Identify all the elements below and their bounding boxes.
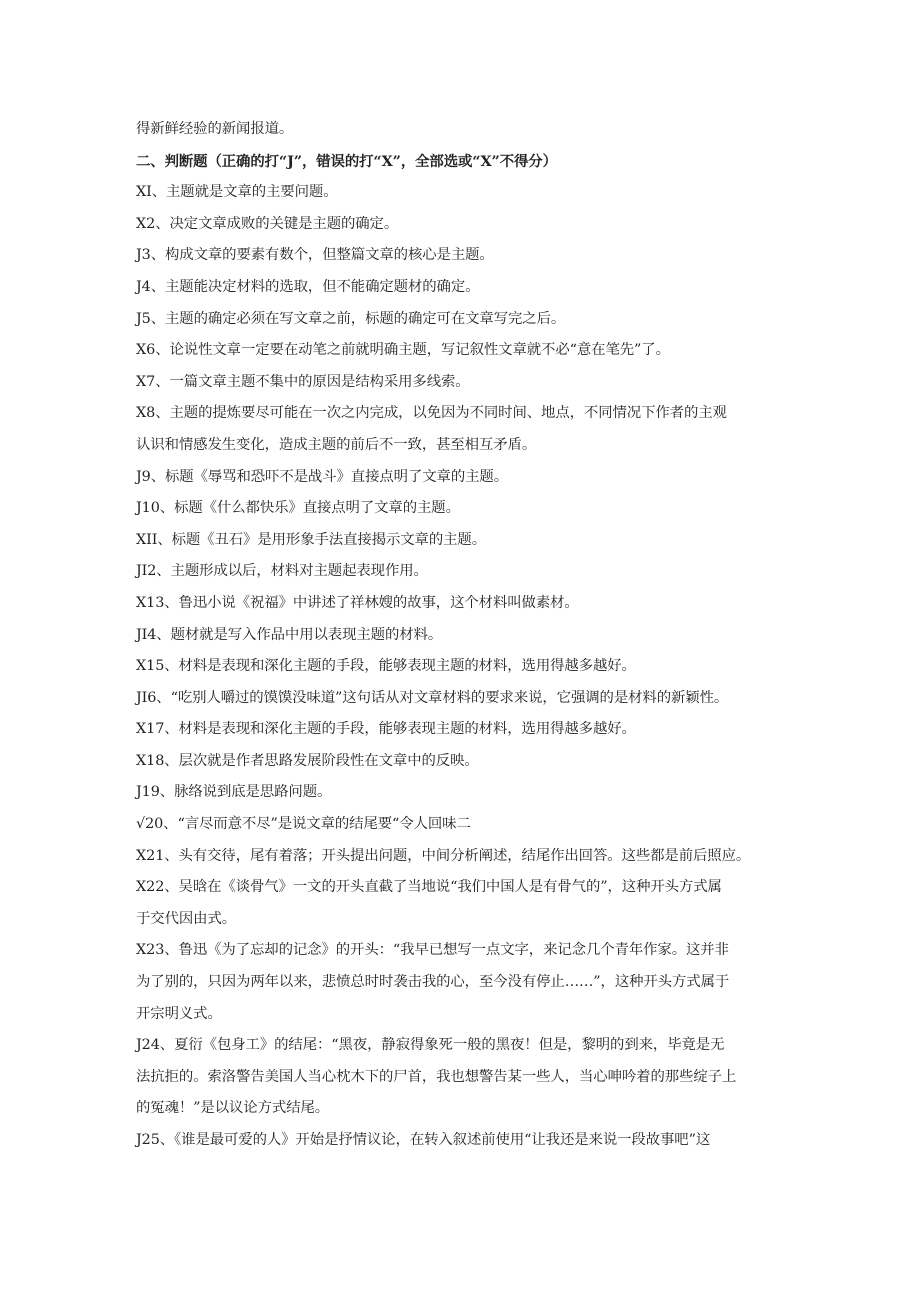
text-line: X23、鲁迅《为了忘却的记念》的开头：“我早已想写一点文字，来记念几个青年作家。这并非 [136, 942, 729, 959]
text-line: X18、层次就是作者思路发展阶段性在文章中的反映。 [136, 752, 479, 769]
text-line: JI2、主题形成以后，材料对主题起表现作用。 [136, 563, 428, 580]
text-line: X15、材料是表现和深化主题的手段，能够表现主题的材料，选用得越多越好。 [136, 658, 636, 675]
text-line: X13、鲁迅小说《祝福》中讲述了祥林嫂的故事，这个材料叫做素材。 [136, 594, 579, 611]
text-line: J4、主题能决定材料的选取，但不能确定题材的确定。 [136, 278, 480, 295]
text-line: 开宗明义式。 [136, 1005, 222, 1022]
text-line: J10、标题《什么都快乐》直接点明了文章的主题。 [136, 500, 460, 517]
text-line: X2、决定文章成败的关键是主题的确定。 [136, 215, 399, 232]
text-line: J24、夏衍《包身工》的结尾：“黑夜，静寂得象死一般的黑夜！但是，黎明的到来，毕竟是无 [136, 1037, 725, 1054]
text-line: XII、标题《丑石》是用形象手法直接揭示文章的主题。 [136, 531, 487, 548]
text-line: JI4、题材就是写入作品中用以表现主题的材料。 [136, 626, 443, 643]
text-line: J9、标题《辱骂和恐吓不是战斗》直接点明了文章的主题。 [136, 468, 508, 485]
text-line: 为了别的，只因为两年以来，悲愤总时时袭击我的心，至今没有停止……”，这种开头方式属于 [136, 974, 730, 991]
text-line: J3、构成文章的要素有数个，但整篇文章的核心是主题。 [136, 247, 494, 264]
document-body [136, 114, 808, 1157]
text-line: X21、头有交待，尾有着落；开头提出问题，中间分析阐述，结尾作出回答。这些都是前后照应。 [136, 847, 751, 864]
text-line: √20、“言尽而意不尽”是说文章的结尾要“令人回味二 [136, 816, 471, 833]
text-line: X7、一篇文章主题不集中的原因是结构采用多线索。 [136, 373, 470, 390]
text-line: J25、《谁是最可爱的人》开始是抒情议论，在转入叙述前使用“让我还是来说一段故事吧”这 [136, 1132, 711, 1148]
text-line: XI、主题就是文章的主要问题。 [136, 184, 338, 201]
text-line: JI6、“吃别人嚼过的馍馍没味道”这句话从对文章材料的要求来说，它强调的是材料的新颖性。 [136, 689, 729, 706]
text-line: J5、主题的确定必须在写文章之前，标题的确定可在文章写完之后。 [136, 310, 566, 327]
text-line: X6、论说性文章一定要在动笔之前就明确主题，写记叙性文章就不必“意在笔先”了。 [136, 342, 670, 359]
text-line: X17、材料是表现和深化主题的手段，能够表现主题的材料，选用得越多越好。 [136, 721, 636, 738]
text-line: 法抗拒的。索洛警告美国人当心枕木下的尸首，我也想警告某一些人，当心呻吟着的那些绽子上 [136, 1068, 737, 1085]
text-line: 认识和情感发生变化，造成主题的前后不一致，甚至相互矛盾。 [136, 436, 537, 453]
text-line: X8、主题的提炼要尽可能在一次之内完成，以免因为不同时间、地点，不同情况下作者的主观 [136, 405, 727, 422]
text-line: 的冤魂！”是以议论方式结尾。 [136, 1100, 330, 1117]
text-line: J19、脉络说到底是思路问题。 [136, 784, 332, 801]
text-line: 于交代因由式。 [136, 910, 237, 927]
section-heading: 二、判断题（正确的打“J”，错误的打“X”，全部选或“X”不得分） [136, 152, 557, 170]
text-line: X22、吴晗在《谈骨气》一文的开头直截了当地说“我们中国人是有骨气的”，这种开头方式属 [136, 879, 722, 896]
text-line: 得新鲜经验的新闻报道。 [136, 121, 294, 137]
